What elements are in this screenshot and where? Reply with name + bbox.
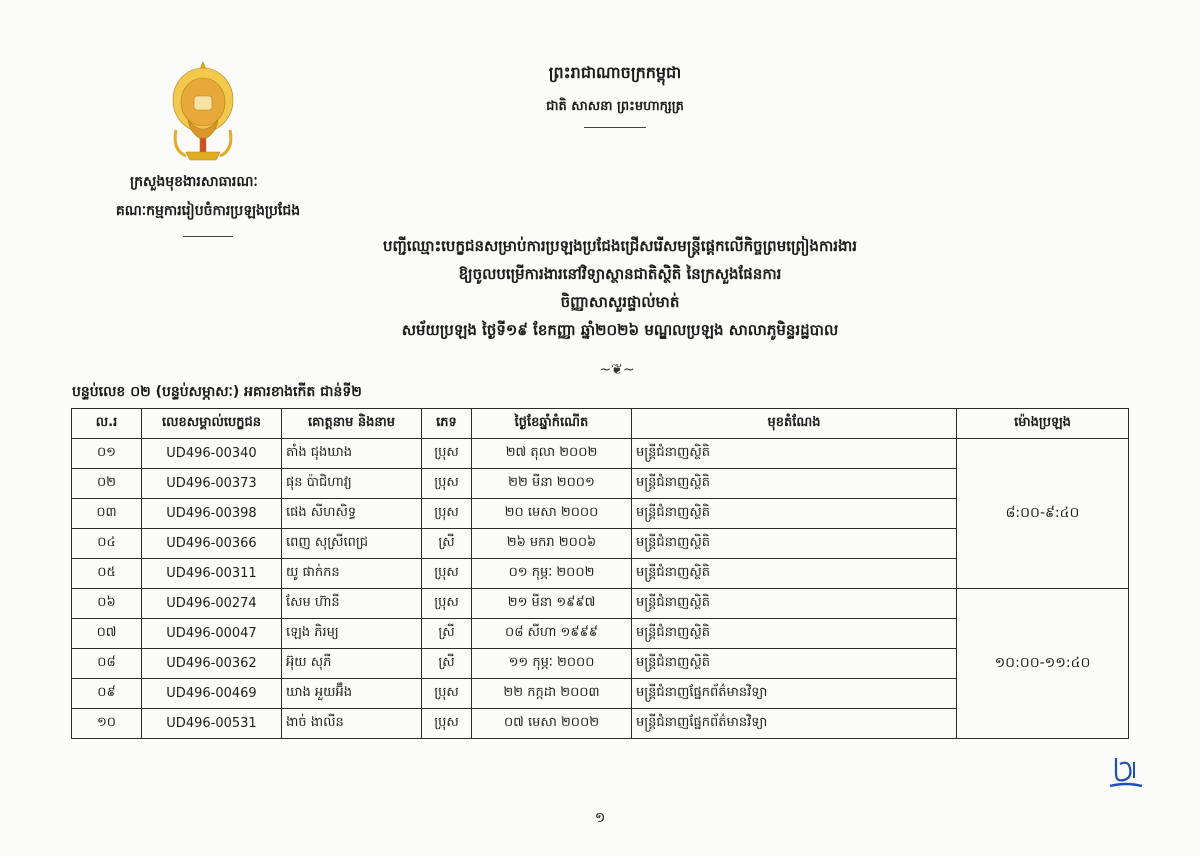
table-body xyxy=(72,439,1129,739)
header-sex: ភេទ xyxy=(422,409,472,439)
row-sex: ស្រី xyxy=(422,649,472,679)
kingdom-title: ព្រះរាជាណាចក្រកម្ពុជា xyxy=(548,63,682,82)
row-no: ០៤ xyxy=(72,529,142,559)
row-position: មន្ត្រីជំនាញស្ថិតិ xyxy=(632,649,957,679)
row-candidate-id: UD496-00362 xyxy=(142,649,282,679)
row-no: ០៥ xyxy=(72,559,142,589)
row-full-name: ផេង សីហសិទ្ធ xyxy=(282,499,422,529)
row-candidate-id: UD496-00366 xyxy=(142,529,282,559)
row-no: ០៧ xyxy=(72,619,142,649)
table-row xyxy=(72,589,1129,619)
row-dob: ១១ កុម្ភៈ ២០០០ xyxy=(472,649,632,679)
header-no: ល.រ xyxy=(72,409,142,439)
page-number: ១ xyxy=(594,810,606,826)
ministry-name: ក្រសួងមុខងារសាធារណៈ xyxy=(130,174,258,190)
row-full-name: ងាច់ ងាលីន xyxy=(282,709,422,739)
row-dob: ២២ កក្កដា ២០០៣ xyxy=(472,679,632,709)
row-sex: ស្រី xyxy=(422,619,472,649)
exam-time-slot: ៨:០០-៩:៤០ xyxy=(957,439,1129,589)
row-candidate-id: UD496-00047 xyxy=(142,619,282,649)
row-dob: ០១ កុម្ភៈ ២០០២ xyxy=(472,559,632,589)
row-sex: ប្រុស xyxy=(422,559,472,589)
row-dob: ០៧ មេសា ២០០២ xyxy=(472,709,632,739)
row-dob: ២៧ តុលា ២០០២ xyxy=(472,439,632,469)
row-position: មន្ត្រីជំនាញផ្នែកព័ត៌មានវិទ្យា xyxy=(632,709,957,739)
header-position: មុខតំណែង xyxy=(632,409,957,439)
row-no: ០៣ xyxy=(72,499,142,529)
row-sex: ប្រុស xyxy=(422,709,472,739)
row-sex: ប្រុស xyxy=(422,439,472,469)
header-exam-time: ម៉ោងប្រឡង xyxy=(957,409,1129,439)
title-line-3: ចិញ្ញាសាសួរផ្ទាល់មាត់ xyxy=(560,293,680,311)
title-line-1: បញ្ជីឈ្មោះបេក្ខជនសម្រាប់ការប្រឡងប្រជែងជ្រើសរើសមន្ត្រីផ្តេកលើកិច្ចព្រមព្រៀងការងារ xyxy=(382,237,858,255)
row-position: មន្ត្រីជំនាញស្ថិតិ xyxy=(632,529,957,559)
ministry-divider xyxy=(183,236,233,237)
row-no: ០៨ xyxy=(72,649,142,679)
ornament-icon: ~❦~ xyxy=(599,362,635,378)
row-candidate-id: UD496-00373 xyxy=(142,469,282,499)
row-sex: ប្រុស xyxy=(422,469,472,499)
row-position: មន្ត្រីជំនាញស្ថិតិ xyxy=(632,499,957,529)
row-position: មន្ត្រីជំនាញផ្នែកព័ត៌មានវិទ្យា xyxy=(632,679,957,709)
row-full-name: ផុន ប៉ាជិហាវ្យ xyxy=(282,469,422,499)
row-dob: ២១ មីនា ១៩៩៧ xyxy=(472,589,632,619)
row-no: ០១ xyxy=(72,439,142,469)
row-full-name: យូ ផាក់កន xyxy=(282,559,422,589)
row-no: ១០ xyxy=(72,709,142,739)
royal-emblem xyxy=(168,60,238,170)
room-info: បន្ទប់លេខ ០២ (បន្ទប់សម្ភាសៈ) អគារខាងកើត ជាន់ទី២ xyxy=(72,384,362,400)
exam-time-slot: ១០:០០-១១:៤០ xyxy=(957,589,1129,739)
row-no: ០២ xyxy=(72,469,142,499)
row-no: ០៩ xyxy=(72,679,142,709)
row-full-name: ឃាង អួយអ៊ឹង xyxy=(282,679,422,709)
kingdom-divider xyxy=(584,127,646,128)
row-dob: ២២ មីនា ២០០១ xyxy=(472,469,632,499)
row-full-name: អ៊ុយ សុភី xyxy=(282,649,422,679)
table-row xyxy=(72,439,1129,469)
kingdom-heading xyxy=(500,62,730,128)
row-sex: ប្រុស xyxy=(422,679,472,709)
row-sex: ស្រី xyxy=(422,529,472,559)
row-candidate-id: UD496-00531 xyxy=(142,709,282,739)
header-full-name: គោត្តនាម និងនាម xyxy=(282,409,422,439)
row-candidate-id: UD496-00469 xyxy=(142,679,282,709)
row-full-name: ឡេង ភិរម្យ xyxy=(282,619,422,649)
title-line-2: ឱ្យចូលបម្រើការងារនៅវិទ្យាស្ថានជាតិស្ថិតិ នៃក្រសួងផែនការ xyxy=(458,265,782,283)
row-dob: ២៦ មករា ២០០៦ xyxy=(472,529,632,559)
header-dob: ថ្ងៃខែឆ្នាំកំណើត xyxy=(472,409,632,439)
row-candidate-id: UD496-00340 xyxy=(142,439,282,469)
row-sex: ប្រុស xyxy=(422,499,472,529)
committee-name: គណៈកម្មការរៀបចំការប្រឡងប្រជែង xyxy=(115,203,301,219)
row-no: ០៦ xyxy=(72,589,142,619)
title-line-4: សម័យប្រឡង ថ្ងៃទី១៩ ខែកញ្ញា ឆ្នាំ២០២៦ មណ្ឌលប្រឡង សាលាភូមិន្ទរដ្ឋបាល xyxy=(401,321,839,339)
row-dob: ២០ មេសា ២០០០ xyxy=(472,499,632,529)
row-candidate-id: UD496-00311 xyxy=(142,559,282,589)
header-candidate-id: លេខសម្គាល់បេក្ខជន xyxy=(142,409,282,439)
table-header-row xyxy=(72,409,1129,439)
row-dob: ០៨ សីហា ១៩៩៩ xyxy=(472,619,632,649)
ministry-block xyxy=(84,172,332,237)
row-position: មន្ត្រីជំនាញស្ថិតិ xyxy=(632,469,957,499)
row-position: មន្ត្រីជំនាញស្ថិតិ xyxy=(632,559,957,589)
row-candidate-id: UD496-00398 xyxy=(142,499,282,529)
signature xyxy=(1108,752,1144,792)
document-title xyxy=(260,232,980,344)
row-position: មន្ត្រីជំនាញស្ថិតិ xyxy=(632,619,957,649)
candidate-table xyxy=(71,408,1129,739)
row-sex: ប្រុស xyxy=(422,589,472,619)
national-motto: ជាតិ សាសនា ព្រះមហាក្សត្រ xyxy=(546,99,684,114)
row-full-name: សែម ហ៊ានី xyxy=(282,589,422,619)
row-candidate-id: UD496-00274 xyxy=(142,589,282,619)
row-position: មន្ត្រីជំនាញស្ថិតិ xyxy=(632,589,957,619)
row-position: មន្ត្រីជំនាញស្ថិតិ xyxy=(632,439,957,469)
row-full-name: តាំង ជុងឃាង xyxy=(282,439,422,469)
row-full-name: ពេញ សុស្រីពេជ្រ xyxy=(282,529,422,559)
